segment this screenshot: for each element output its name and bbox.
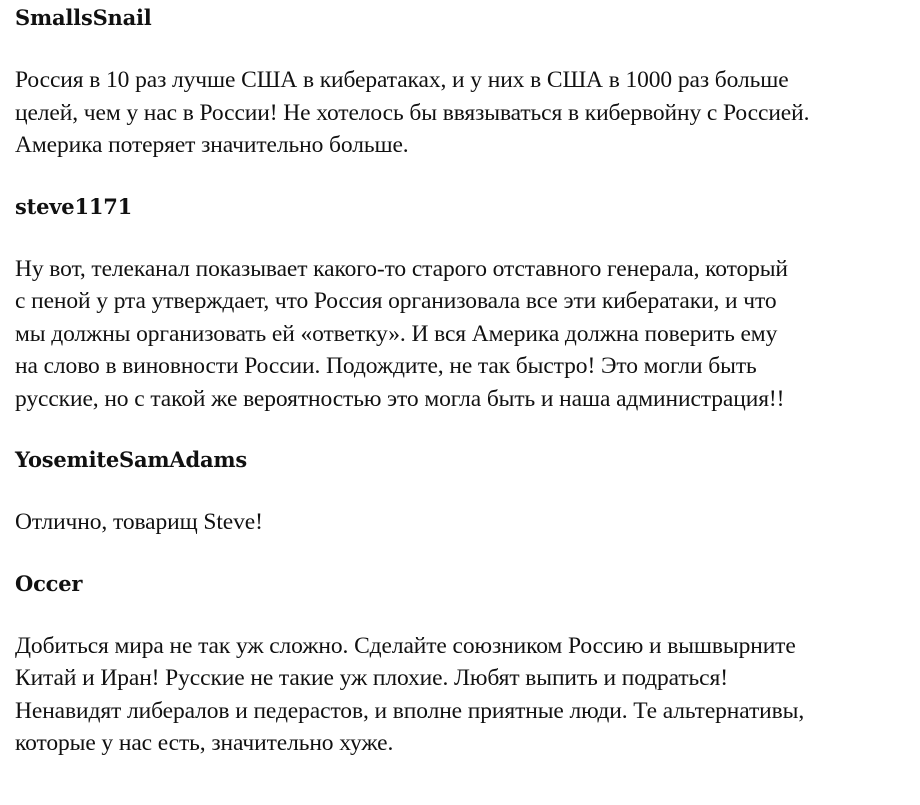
comment xyxy=(15,570,915,760)
comment xyxy=(15,446,915,539)
comment-author[interactable]: YosemiteSamAdams xyxy=(15,447,248,472)
comment xyxy=(15,193,915,416)
comment-text: Добиться мира не так уж сложно. Сделайте союзником Россию и вышвырните Китай и Иран! Русские не такие уж плохие. Любят выпить и подраться! Ненавидят либералов и педерастов, и вполне приятные люди. Те альтернативы, которые у нас есть, значительно хуже. xyxy=(15,632,805,756)
comment-author[interactable]: Occer xyxy=(15,570,83,596)
comment-author[interactable]: SmallsSnail xyxy=(15,5,152,30)
comment-text: Ну вот, телеканал показывает какого-то старого отставного генерала, который с пеной у рта утверждает, что Россия организовала все эти кибератаки, и что мы должны организовать ей «ответку». И вся Америка должна поверить ему на слово в виновности России. Подождите, не так быстро! Это могли быть русские, но с такой же вероятностью это могла быть и наша администрация!! xyxy=(15,255,788,412)
comment xyxy=(15,4,915,162)
comment-author[interactable]: steve1171 xyxy=(15,193,133,219)
comment-text: Отлично, товарищ Steve! xyxy=(15,509,263,535)
comment-text: Россия в 10 раз лучше США в кибератаках, и у них в США в 1000 раз больше целей, чем у нас в России! Не хотелось бы ввязываться в кибервойну с Россией. Америка потеряет значительно больше. xyxy=(15,67,810,158)
